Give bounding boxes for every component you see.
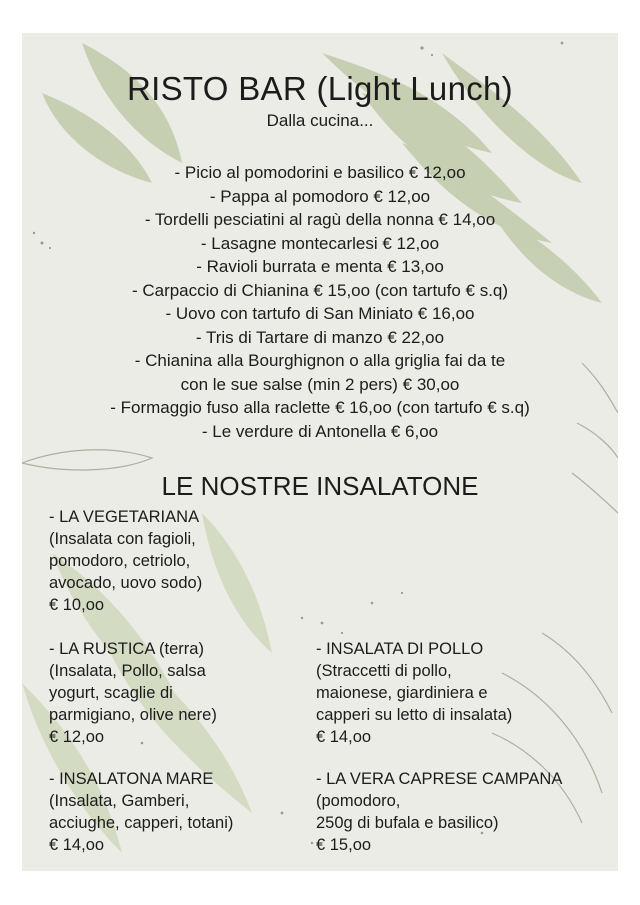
menu-item: - Formaggio fuso alla raclette € 16,oo (con tartufo € s.q) xyxy=(110,398,530,417)
menu-item: - Pappa al pomodoro € 12,oo xyxy=(209,186,431,206)
menu-item: - Tris di Tartare di manzo € 22,oo xyxy=(195,327,445,347)
menu-item: - Tordelli pesciatini al ragù della nonna € 14,oo xyxy=(144,210,496,229)
salad-price: € 14,oo xyxy=(316,728,372,746)
salad-description: parmigiano, olive nere) xyxy=(49,706,217,724)
salad-price: € 12,oo xyxy=(49,728,105,746)
salad-name: - INSALATONA MARE xyxy=(49,770,214,788)
salad-description: (Straccetti di pollo, xyxy=(316,662,452,680)
menu-item: - Uovo con tartufo di San Miniato € 16,oo xyxy=(165,304,475,323)
salad-description: 250g di bufala e basilico) xyxy=(316,814,499,832)
salads-section-title: LE NOSTRE INSALATONE xyxy=(161,471,479,501)
salad-description: capperi su letto di insalata) xyxy=(316,706,513,724)
kitchen-menu-list xyxy=(22,161,618,443)
salad-description: (Insalata, Pollo, salsa xyxy=(49,662,206,680)
menu-item: - Picio al pomodorini e basilico € 12,oo xyxy=(174,163,466,182)
salad-description: (Insalata, Gamberi, xyxy=(49,792,190,810)
menu-item: - Carpaccio di Chianina € 15,oo (con tartufo € s.q) xyxy=(131,280,509,300)
menu-title: RISTO BAR (Light Lunch) xyxy=(127,70,513,107)
menu-paper xyxy=(22,33,618,871)
menu-item: con le sue salse (min 2 pers) € 30,oo xyxy=(180,374,460,394)
menu-item: - Chianina alla Bourghignon o alla griglia fai da te xyxy=(134,351,506,370)
salad-price: € 14,oo xyxy=(49,836,105,854)
salad-vegetariana xyxy=(49,506,202,616)
salad-pollo xyxy=(316,638,512,748)
salad-description: (Insalata con fagioli, xyxy=(49,530,196,548)
menu-item: - Lasagne montecarlesi € 12,oo xyxy=(200,233,440,253)
salad-description: acciughe, capperi, totani) xyxy=(49,814,234,832)
salad-price: € 15,oo xyxy=(316,836,372,854)
menu-subtitle: Dalla cucina... xyxy=(266,111,374,130)
salad-description: pomodoro, cetriolo, xyxy=(49,552,191,570)
menu-item: - Ravioli burrata e menta € 13,oo xyxy=(196,257,444,276)
salad-description: yogurt, scaglie di xyxy=(49,684,173,702)
salad-mare xyxy=(49,768,233,856)
salad-name: - LA VERA CAPRESE CAMPANA xyxy=(316,770,563,788)
salad-description: (pomodoro, xyxy=(316,792,401,810)
salad-description: maionese, giardiniera e xyxy=(316,684,488,702)
salad-name: - LA RUSTICA (terra) xyxy=(49,640,204,658)
salad-name: - INSALATA DI POLLO xyxy=(316,640,484,658)
salad-rustica xyxy=(49,638,217,748)
salad-name: - LA VEGETARIANA xyxy=(49,508,200,526)
salad-description: avocado, uovo sodo) xyxy=(49,574,203,592)
menu-item: - Le verdure di Antonella € 6,oo xyxy=(201,421,439,441)
salad-price: € 10,oo xyxy=(49,596,105,614)
salad-caprese xyxy=(316,768,562,856)
